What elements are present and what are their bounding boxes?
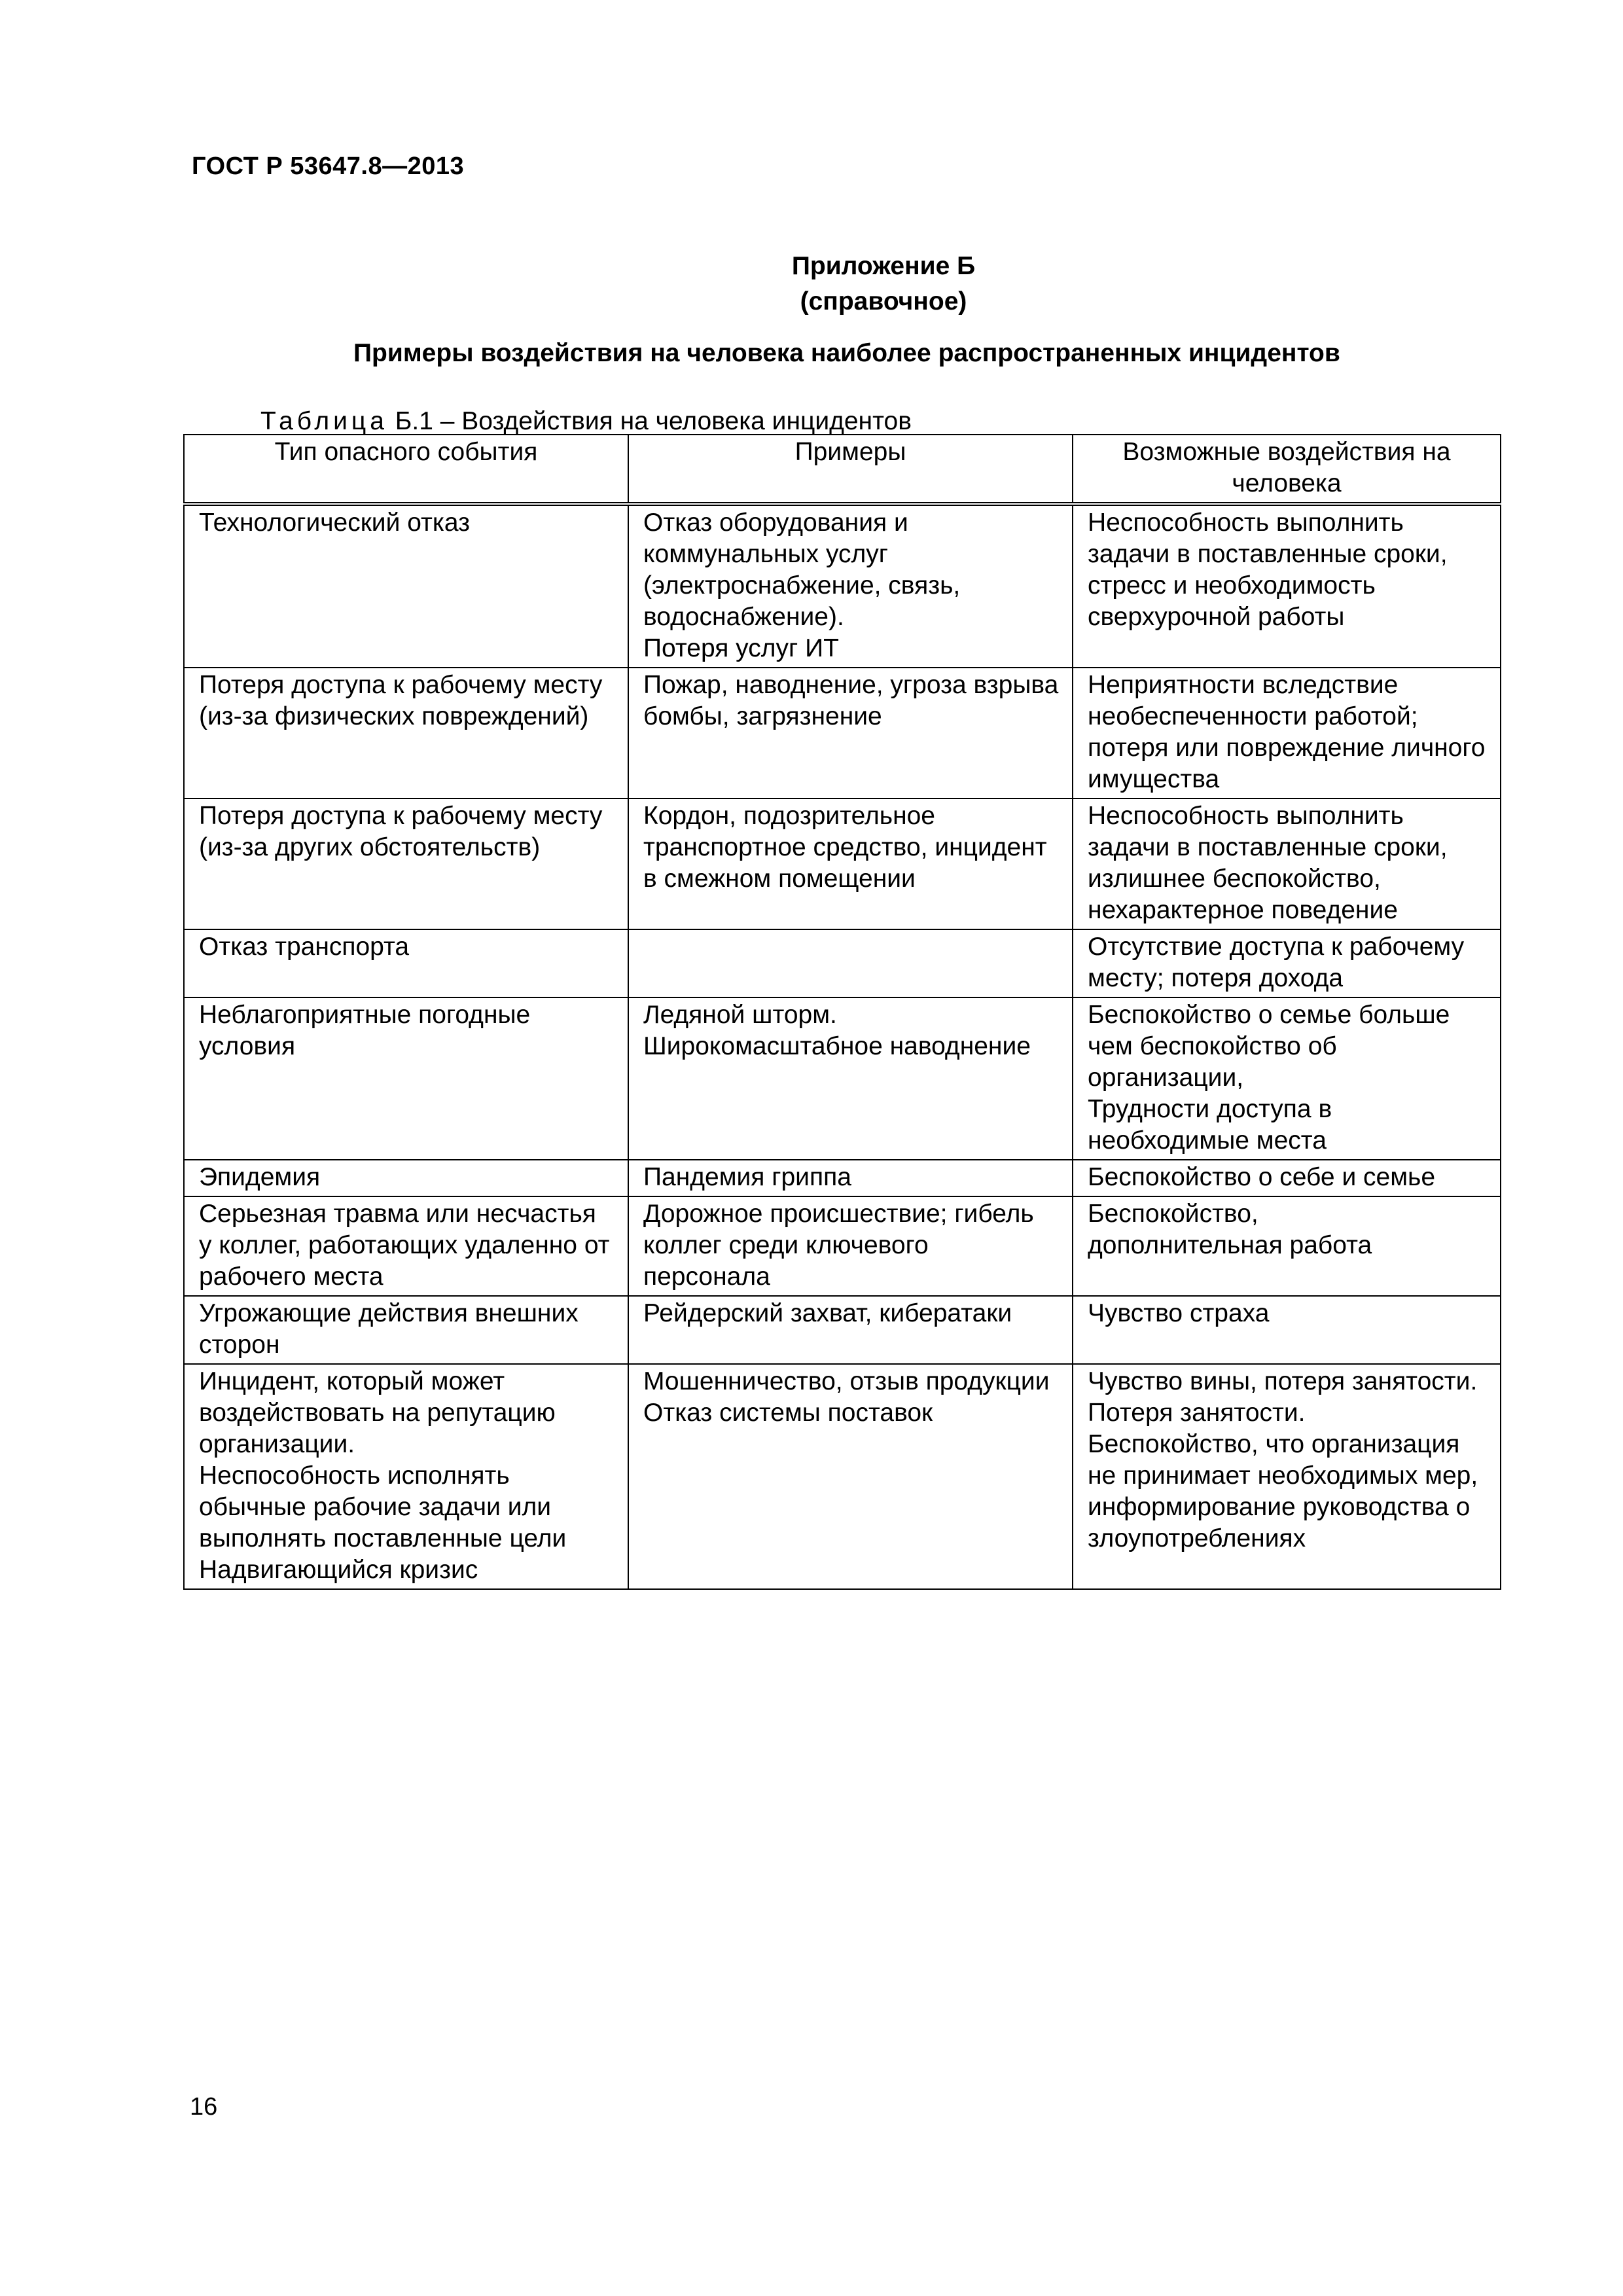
cell-text: Трудности доступа в необходимые места — [1088, 1095, 1332, 1155]
header-event-type: Тип опасного события — [184, 435, 628, 504]
cell-text: Потеря услуг ИТ — [643, 634, 839, 662]
cell-text: Отказ транспорта — [199, 933, 410, 961]
cell-text: Дорожное происшествие; гибель коллег среди ключевого персонала — [643, 1200, 1034, 1291]
header-examples: Примеры — [628, 435, 1073, 504]
table-row — [184, 997, 1501, 1160]
cell-examples — [628, 798, 1073, 929]
cell-text: Беспокойство о себе и семье — [1088, 1163, 1436, 1191]
cell-impacts — [1073, 504, 1501, 668]
cell-text: Кордон, подозрительное транспортное средство, инцидент в смежном помещении — [643, 802, 1047, 893]
table-row — [184, 1160, 1501, 1196]
table-row — [184, 929, 1501, 997]
cell-impacts — [1073, 798, 1501, 929]
cell-text: Отказ оборудования и коммунальных услуг (электроснабжение, связь, водоснабжение). — [643, 509, 961, 631]
cell-text: Широкомасштабное наводнение — [643, 1032, 1031, 1060]
cell-text: Беспокойство о семье больше чем беспокойство об организации, — [1088, 1001, 1450, 1092]
cell-examples — [628, 997, 1073, 1160]
cell-text: Отказ системы поставок — [643, 1399, 933, 1427]
cell-text: Потеря доступа к рабочему месту (из-за других обстоятельств) — [199, 802, 603, 861]
standard-id: ГОСТ Р 53647.8—2013 — [192, 152, 465, 180]
cell-impacts — [1073, 929, 1501, 997]
cell-text: Серьезная травма или несчастья у коллег, работающих удаленно от рабочего места — [199, 1200, 610, 1291]
table-row — [184, 798, 1501, 929]
cell-examples — [628, 1160, 1073, 1196]
cell-event-type — [184, 798, 628, 929]
cell-text: Надвигающийся кризис — [199, 1556, 478, 1584]
cell-impacts — [1073, 997, 1501, 1160]
table-row — [184, 1364, 1501, 1589]
impacts-table — [183, 434, 1501, 1590]
cell-text: Неспособность исполнять обычные рабочие задачи или выполнять поставленные цели — [199, 1462, 567, 1552]
cell-text: Ледяной шторм. — [643, 1001, 837, 1029]
cell-event-type — [184, 1160, 628, 1196]
table-caption-text: Б.1 – Воздействия на человека инцидентов — [395, 407, 912, 435]
cell-text: Неспособность выполнить задачи в поставленные сроки, стресс и необходимость сверхурочной работы — [1088, 509, 1448, 631]
cell-text: Пандемия гриппа — [643, 1163, 851, 1191]
cell-impacts — [1073, 1196, 1501, 1296]
table-header-row — [184, 435, 1501, 504]
annex-title-block — [674, 249, 1093, 319]
cell-event-type — [184, 1296, 628, 1364]
annex-heading: Примеры воздействия на человека наиболее распространенных инцидентов — [353, 339, 1340, 367]
cell-examples — [628, 1196, 1073, 1296]
cell-text: Чувство страха — [1088, 1299, 1270, 1327]
cell-text: Беспокойство, что организация не принимает необходимых мер, информирование руководства о злоупотреблениях — [1088, 1430, 1478, 1552]
table-row — [184, 504, 1501, 668]
cell-text: Эпидемия — [199, 1163, 321, 1191]
cell-text: Потеря занятости. — [1088, 1399, 1306, 1427]
table-row — [184, 1296, 1501, 1364]
cell-text: Неблагоприятные погодные условия — [199, 1001, 531, 1060]
cell-text: Неприятности вследствие необеспеченности работой; потеря или повреждение личного имущества — [1088, 671, 1486, 793]
cell-text: Пожар, наводнение, угроза взрыва бомбы, загрязнение — [643, 671, 1059, 730]
cell-text: Технологический отказ — [199, 509, 470, 537]
table-caption-label: Таблица — [260, 407, 388, 435]
cell-event-type — [184, 929, 628, 997]
cell-impacts — [1073, 668, 1501, 798]
cell-text: Беспокойство, — [1088, 1200, 1258, 1228]
table-row — [184, 668, 1501, 798]
cell-event-type — [184, 1196, 628, 1296]
cell-event-type — [184, 997, 628, 1160]
cell-event-type — [184, 1364, 628, 1589]
table-row — [184, 1196, 1501, 1296]
cell-text: Неспособность выполнить задачи в поставленные сроки, излишнее беспокойство, нехарактерное поведение — [1088, 802, 1448, 924]
annex-status: (справочное) — [800, 287, 967, 315]
cell-text: Потеря доступа к рабочему месту (из-за физических повреждений) — [199, 671, 603, 730]
cell-impacts — [1073, 1296, 1501, 1364]
cell-text: Мошенничество, отзыв продукции — [643, 1367, 1050, 1395]
page-number: 16 — [190, 2093, 218, 2121]
annex-title: Приложение Б — [791, 252, 976, 280]
cell-impacts — [1073, 1160, 1501, 1196]
cell-text: Инцидент, который может воздействовать на репутацию организации. — [199, 1367, 556, 1458]
cell-examples — [628, 1296, 1073, 1364]
table-caption — [260, 407, 912, 436]
cell-text: Отсутствие доступа к рабочему месту; потеря дохода — [1088, 933, 1465, 992]
cell-examples — [628, 668, 1073, 798]
header-impacts: Возможные воздействия на человека — [1073, 435, 1501, 504]
cell-examples — [628, 1364, 1073, 1589]
cell-text: Чувство вины, потеря занятости. — [1088, 1367, 1478, 1395]
cell-examples — [628, 504, 1073, 668]
cell-event-type — [184, 504, 628, 668]
cell-text: дополнительная работа — [1088, 1231, 1372, 1259]
cell-text: Рейдерский захват, кибератаки — [643, 1299, 1012, 1327]
cell-event-type — [184, 668, 628, 798]
table-body — [184, 504, 1501, 1589]
cell-text: Угрожающие действия внешних сторон — [199, 1299, 579, 1359]
cell-examples — [628, 929, 1073, 997]
cell-impacts — [1073, 1364, 1501, 1589]
